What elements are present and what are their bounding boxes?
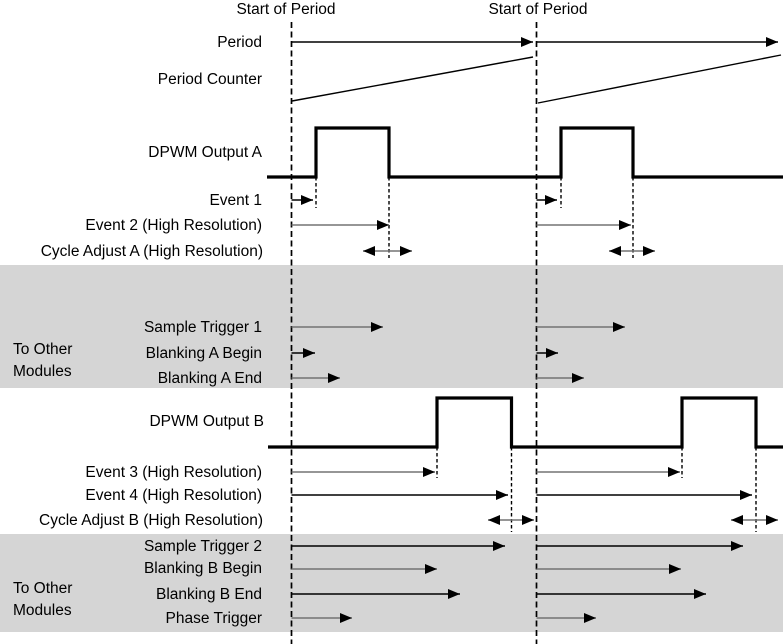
phase-trigger-label: Phase Trigger: [165, 610, 262, 627]
to-other-modules-a-label-line2: Modules: [13, 363, 72, 380]
dpwm-output-a-waveform: [267, 128, 783, 177]
blanking-a-begin-label: Blanking A Begin: [145, 345, 262, 362]
period-label: Period: [217, 34, 262, 51]
start-of-period-label-2: Start of Period: [488, 1, 588, 18]
period-counter-ramp-p1: [292, 57, 533, 101]
event-1-label: Event 1: [209, 192, 262, 209]
event-4-label: Event 4 (High Resolution): [85, 487, 262, 504]
event-2-label: Event 2 (High Resolution): [85, 217, 262, 234]
cycle-adjust-a-label: Cycle Adjust A (High Resolution): [40, 243, 263, 260]
period-counter-ramp-p2: [538, 55, 781, 103]
event-3-label: Event 3 (High Resolution): [85, 464, 262, 481]
to-other-modules-b-label-line2: Modules: [13, 602, 72, 619]
dpwm-output-a-label: DPWM Output A: [148, 144, 262, 161]
period-counter-label: Period Counter: [157, 71, 262, 88]
to-other-modules-band-a: [0, 265, 783, 388]
to-other-modules-a-label-line1: To Other: [13, 341, 73, 358]
dpwm-output-b-label: DPWM Output B: [149, 413, 264, 430]
blanking-a-end-label: Blanking A End: [157, 370, 262, 387]
start-of-period-label-1: Start of Period: [236, 1, 336, 18]
to-other-modules-b-label-line1: To Other: [13, 580, 73, 597]
to-other-modules-band-b: [0, 534, 783, 632]
cycle-adjust-b-label: Cycle Adjust B (High Resolution): [39, 512, 263, 529]
dpwm-output-b-waveform: [268, 398, 783, 447]
sample-trigger-2-label: Sample Trigger 2: [143, 538, 262, 555]
sample-trigger-1-label: Sample Trigger 1: [143, 319, 262, 336]
blanking-b-end-label: Blanking B End: [156, 586, 262, 603]
blanking-b-begin-label: Blanking B Begin: [143, 560, 262, 577]
